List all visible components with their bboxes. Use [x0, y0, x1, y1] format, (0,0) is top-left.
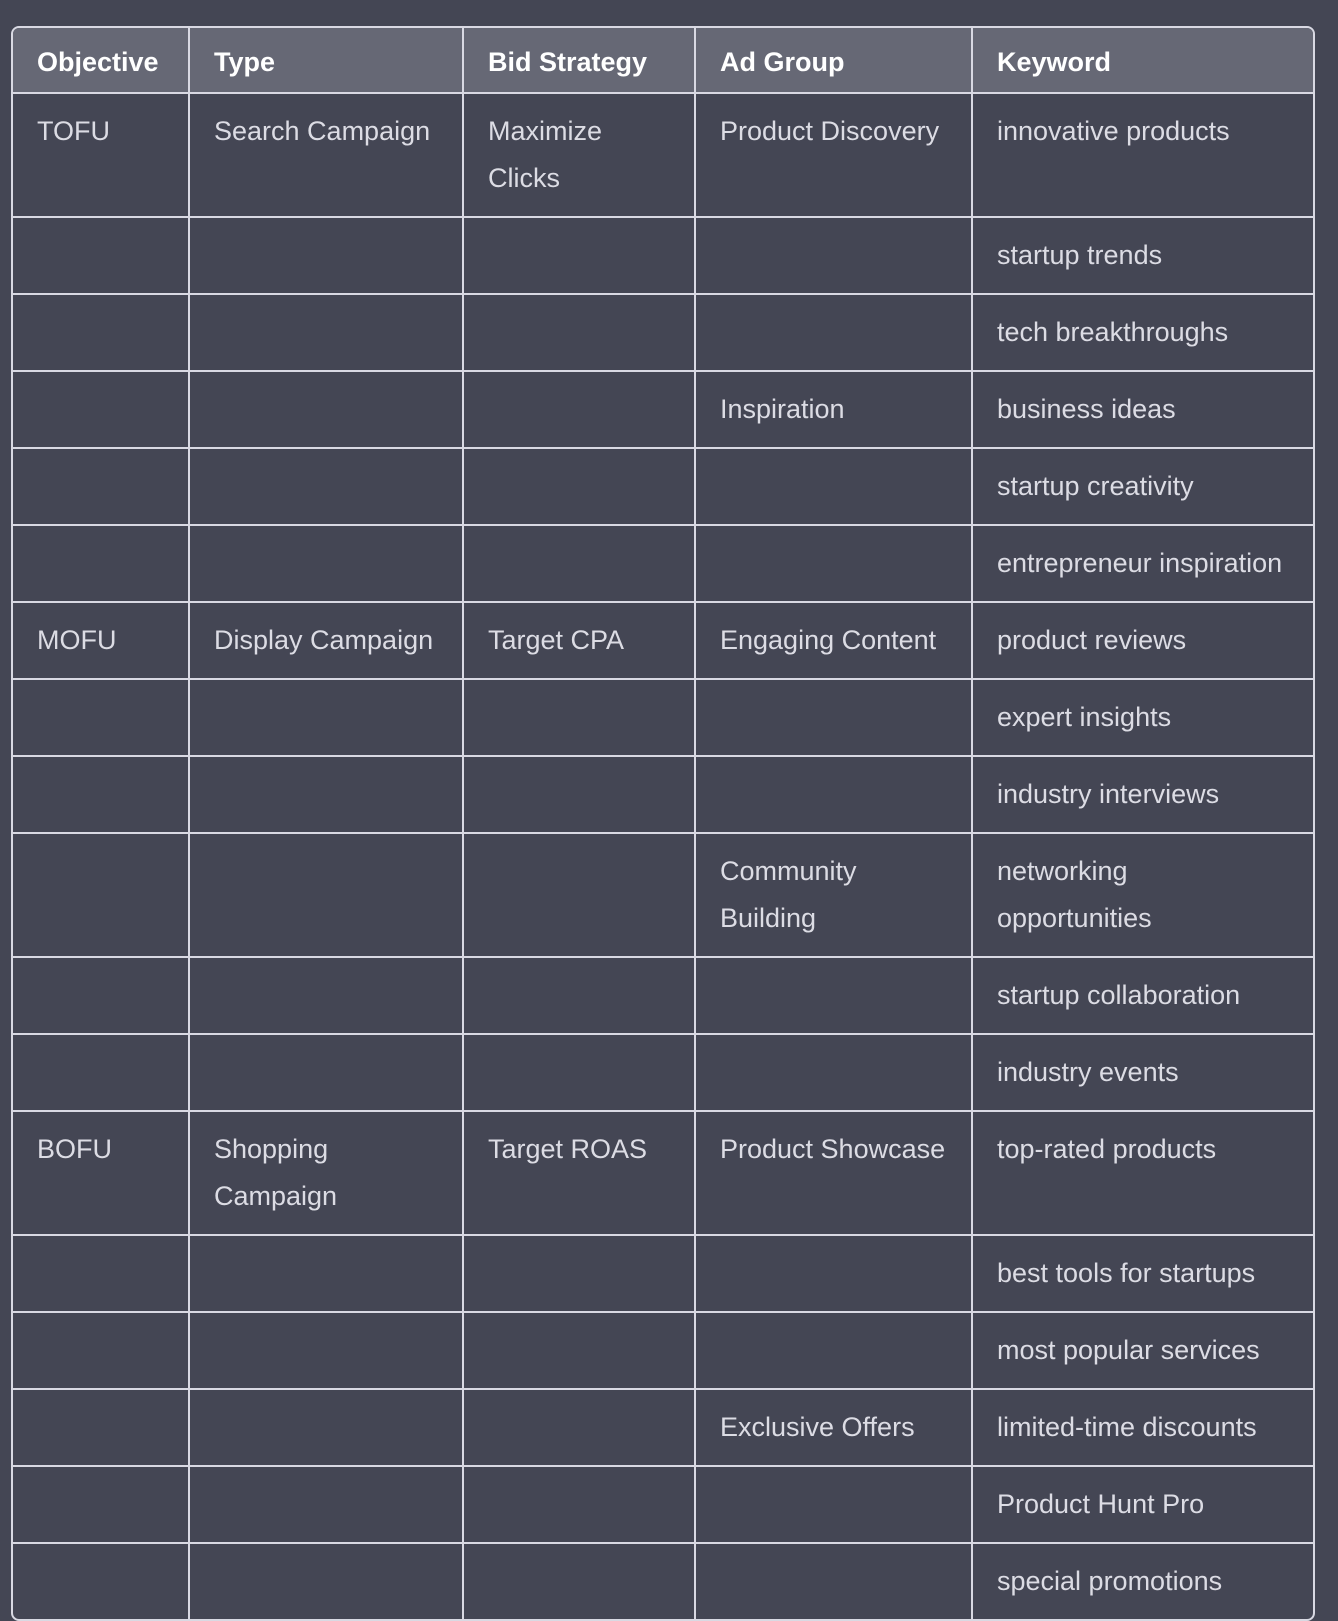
cell-type [190, 1035, 464, 1112]
cell-ad-group: Engaging Content [696, 603, 973, 680]
cell-bid-strategy [464, 757, 696, 834]
cell-ad-group [696, 295, 973, 372]
cell-ad-group [696, 1035, 973, 1112]
table-row [13, 958, 1313, 1035]
table-row [13, 295, 1313, 372]
cell-objective [13, 1236, 190, 1313]
table-row [13, 218, 1313, 295]
table-row [13, 1313, 1313, 1390]
cell-objective [13, 958, 190, 1035]
header-keyword: Keyword [973, 28, 1313, 94]
header-bid-strategy: Bid Strategy [464, 28, 696, 94]
cell-ad-group [696, 526, 973, 603]
cell-ad-group [696, 218, 973, 295]
cell-keyword: startup creativity [973, 449, 1313, 526]
cell-ad-group [696, 1313, 973, 1390]
table-row [13, 372, 1313, 449]
cell-bid-strategy [464, 1236, 696, 1313]
table-row [13, 603, 1313, 680]
cell-objective [13, 1390, 190, 1467]
cell-objective [13, 1544, 190, 1619]
cell-keyword: startup collaboration [973, 958, 1313, 1035]
table-row [13, 834, 1313, 958]
cell-objective [13, 1035, 190, 1112]
cell-keyword: business ideas [973, 372, 1313, 449]
cell-objective [13, 218, 190, 295]
cell-keyword: industry interviews [973, 757, 1313, 834]
cell-keyword: best tools for startups [973, 1236, 1313, 1313]
cell-keyword: most popular services [973, 1313, 1313, 1390]
header-type: Type [190, 28, 464, 94]
cell-ad-group [696, 449, 973, 526]
cell-keyword: innovative products [973, 94, 1313, 218]
campaign-table [11, 26, 1315, 1621]
cell-type [190, 295, 464, 372]
cell-type [190, 1467, 464, 1544]
header-ad-group: Ad Group [696, 28, 973, 94]
table-row [13, 94, 1313, 218]
cell-type [190, 834, 464, 958]
cell-bid-strategy [464, 218, 696, 295]
cell-type: Search Campaign [190, 94, 464, 218]
cell-ad-group: Community Building [696, 834, 973, 958]
cell-keyword: startup trends [973, 218, 1313, 295]
cell-ad-group: Inspiration [696, 372, 973, 449]
cell-bid-strategy: Maximize Clicks [464, 94, 696, 218]
cell-bid-strategy [464, 958, 696, 1035]
cell-ad-group [696, 1544, 973, 1619]
cell-ad-group: Exclusive Offers [696, 1390, 973, 1467]
cell-bid-strategy [464, 295, 696, 372]
cell-type [190, 958, 464, 1035]
cell-bid-strategy [464, 1467, 696, 1544]
table-row [13, 1236, 1313, 1313]
cell-keyword: tech breakthroughs [973, 295, 1313, 372]
cell-type: Display Campaign [190, 603, 464, 680]
cell-bid-strategy [464, 372, 696, 449]
cell-keyword: limited-time discounts [973, 1390, 1313, 1467]
cell-keyword: product reviews [973, 603, 1313, 680]
cell-type [190, 1236, 464, 1313]
cell-ad-group [696, 680, 973, 757]
cell-ad-group [696, 757, 973, 834]
cell-ad-group [696, 958, 973, 1035]
cell-keyword: networking opportunities [973, 834, 1313, 958]
table-row [13, 1544, 1313, 1619]
table-row [13, 526, 1313, 603]
table-row [13, 757, 1313, 834]
cell-bid-strategy [464, 526, 696, 603]
table-row [13, 680, 1313, 757]
cell-objective: BOFU [13, 1112, 190, 1236]
cell-objective [13, 1467, 190, 1544]
cell-ad-group [696, 1467, 973, 1544]
cell-keyword: Product Hunt Pro [973, 1467, 1313, 1544]
cell-objective [13, 757, 190, 834]
cell-bid-strategy [464, 834, 696, 958]
table-header-row [13, 28, 1313, 94]
cell-type [190, 526, 464, 603]
table-row [13, 1467, 1313, 1544]
campaign-table-container [11, 26, 1315, 1621]
cell-objective [13, 680, 190, 757]
cell-type [190, 449, 464, 526]
cell-bid-strategy [464, 1035, 696, 1112]
header-objective: Objective [13, 28, 190, 94]
cell-bid-strategy: Target CPA [464, 603, 696, 680]
cell-bid-strategy [464, 1390, 696, 1467]
cell-keyword: top-rated products [973, 1112, 1313, 1236]
cell-objective: MOFU [13, 603, 190, 680]
cell-ad-group [696, 1236, 973, 1313]
cell-type [190, 1313, 464, 1390]
cell-ad-group: Product Showcase [696, 1112, 973, 1236]
cell-type [190, 372, 464, 449]
cell-objective [13, 526, 190, 603]
cell-bid-strategy [464, 1544, 696, 1619]
cell-bid-strategy [464, 680, 696, 757]
cell-objective: TOFU [13, 94, 190, 218]
cell-type [190, 1390, 464, 1467]
cell-keyword: entrepreneur inspiration [973, 526, 1313, 603]
cell-type [190, 1544, 464, 1619]
cell-objective [13, 1313, 190, 1390]
cell-objective [13, 295, 190, 372]
cell-ad-group: Product Discovery [696, 94, 973, 218]
table-row [13, 1112, 1313, 1236]
cell-bid-strategy: Target ROAS [464, 1112, 696, 1236]
table-row [13, 1035, 1313, 1112]
cell-keyword: industry events [973, 1035, 1313, 1112]
cell-type: Shopping Campaign [190, 1112, 464, 1236]
table-row [13, 1390, 1313, 1467]
cell-bid-strategy [464, 449, 696, 526]
table-row [13, 449, 1313, 526]
cell-keyword: expert insights [973, 680, 1313, 757]
cell-objective [13, 834, 190, 958]
cell-keyword: special promotions [997, 1566, 1223, 1596]
cell-objective [13, 449, 190, 526]
cell-type [190, 218, 464, 295]
cell-bid-strategy [464, 1313, 696, 1390]
cell-type [190, 757, 464, 834]
cell-objective [13, 372, 190, 449]
cell-type [190, 680, 464, 757]
